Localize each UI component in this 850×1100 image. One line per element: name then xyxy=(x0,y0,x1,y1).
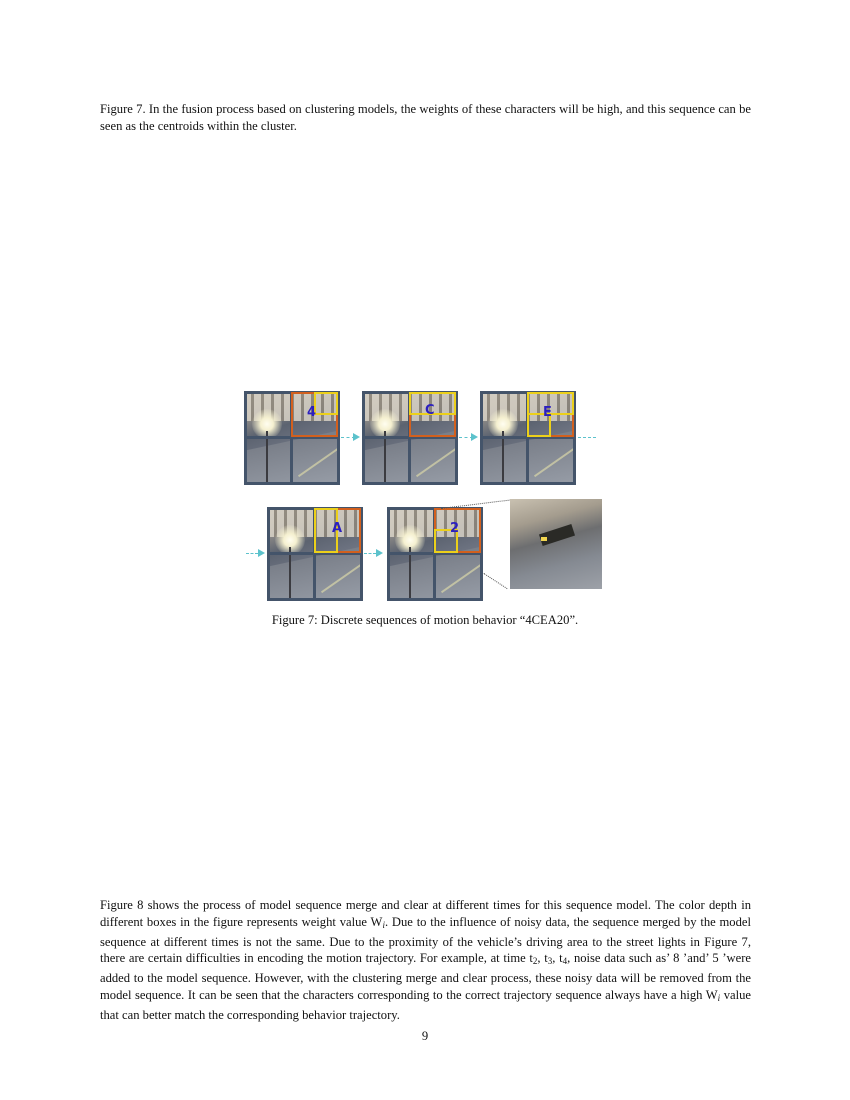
figure-caption: Figure 7: Discrete sequences of motion behavior “4CEA20”. xyxy=(271,613,579,627)
frame-4-label: A xyxy=(332,521,343,536)
frame-1-label: 4 xyxy=(307,405,317,420)
arrow-4 xyxy=(246,553,258,554)
frame-2 xyxy=(362,391,458,485)
frame-5 xyxy=(387,507,483,601)
arrow-5 xyxy=(364,553,376,554)
intro-paragraph: Figure 7. In the fusion process based on clustering models, the weights of these characters will be high, and this sequence can be seen as the centroids within the cluster. xyxy=(100,102,751,133)
frame-5-label: 2 xyxy=(450,521,460,536)
frame-3-label: E xyxy=(543,405,552,420)
zoom-inset-image xyxy=(510,499,602,589)
frame-2-label: C xyxy=(425,403,435,418)
frame-1 xyxy=(244,391,340,485)
body-paragraph: Figure 8 shows the process of model sequence merge and clear at different times for this sequence model. The color depth in different boxes in the figure represents weight value $W_i$. Due to the influence of noisy data, the sequence merged by the model sequence at different times is not the same. Due to the proximity of the vehicle’s driving area to the street lights in Figure 7, there are certain difficulties in encoding the motion trajectory. For example, at time $t_2$, $t_3$, $t_4$, noise data such as’ 8 ’and’ 5 ’were added to the model sequence. However, with the clustering merge and clear process, these noisy data will be removed from the model sequence. It can be seen that the characters corresponding to the correct trajectory sequence always have a high $W_i$ value that can better match the corresponding behavior trajectory. xyxy=(100,898,752,1022)
page-number: 9 xyxy=(421,1029,429,1043)
frame-3 xyxy=(480,391,576,485)
frame-4 xyxy=(267,507,363,601)
arrow-3 xyxy=(578,437,596,438)
